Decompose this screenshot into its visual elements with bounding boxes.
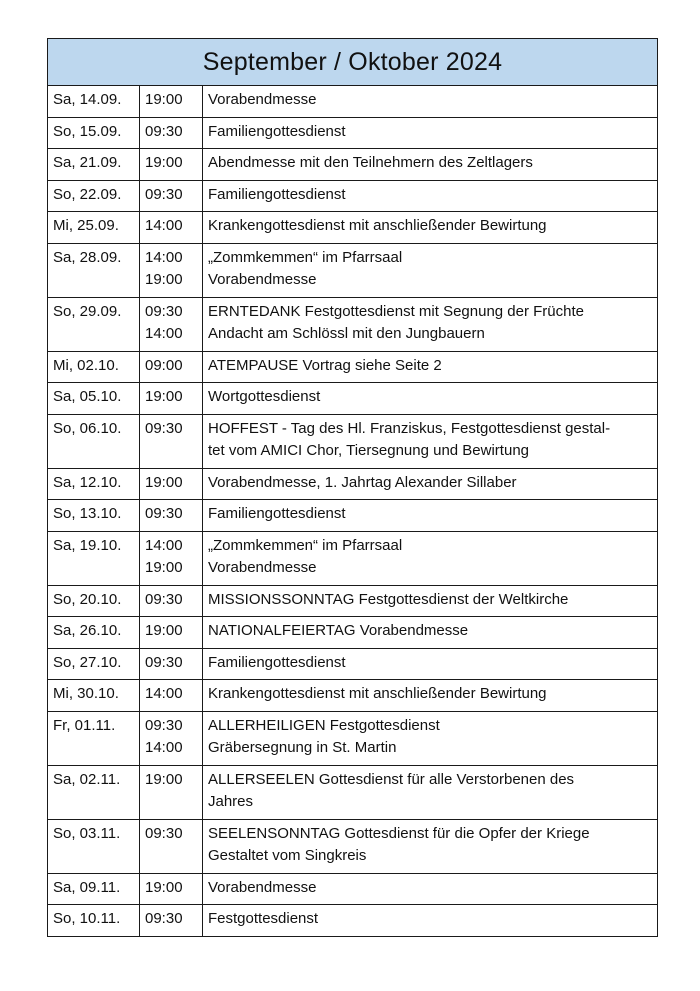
- event-description-line: Abendmesse mit den Teilnehmern des Zeltlagers: [208, 154, 533, 171]
- event-description: [203, 531, 658, 585]
- event-time: 09:30: [145, 590, 183, 608]
- event-time: 19:00: [145, 770, 183, 788]
- event-row: [48, 819, 658, 873]
- event-date: So, 03.11.: [48, 819, 140, 873]
- event-row: [48, 180, 658, 212]
- event-date: Mi, 25.09.: [48, 212, 140, 244]
- event-row: [48, 212, 658, 244]
- event-times: [140, 905, 203, 937]
- event-times: [140, 149, 203, 181]
- event-description: [203, 212, 658, 244]
- event-description: [203, 585, 658, 617]
- event-description: [203, 500, 658, 532]
- event-row: [48, 468, 658, 500]
- event-description-line: MISSIONSSONNTAG Festgottesdienst der Weltkirche: [208, 590, 569, 608]
- event-description: [203, 648, 658, 680]
- event-description-line: „Zommkemmen“ im Pfarrsaal: [208, 248, 403, 266]
- event-description-line: NATIONALFEIERTAG Vorabendmesse: [208, 622, 469, 639]
- event-times: [140, 117, 203, 149]
- event-date: Mi, 02.10.: [48, 351, 140, 383]
- event-row: [48, 765, 658, 819]
- event-times: [140, 212, 203, 244]
- event-times: [140, 765, 203, 819]
- event-row: [48, 680, 658, 712]
- event-time: 09:30: [145, 185, 183, 203]
- event-row: [48, 711, 658, 765]
- event-description-line: Vorabendmesse: [208, 559, 317, 576]
- event-description-line: Vorabendmesse: [208, 271, 317, 288]
- event-row: [48, 297, 658, 351]
- event-times: [140, 243, 203, 297]
- event-times: [140, 531, 203, 585]
- event-time: 19:00: [145, 473, 183, 491]
- schedule-title: September / Oktober 2024: [48, 39, 658, 86]
- event-description: [203, 617, 658, 649]
- event-times: [140, 648, 203, 680]
- event-date: Sa, 28.09.: [48, 243, 140, 297]
- event-description: [203, 468, 658, 500]
- event-row: [48, 585, 658, 617]
- event-description: [203, 680, 658, 712]
- event-row: [48, 117, 658, 149]
- event-date: So, 13.10.: [48, 500, 140, 532]
- event-times: [140, 617, 203, 649]
- event-description-line: Krankengottesdienst mit anschließender Bewirtung: [208, 217, 547, 234]
- event-description-line: Familiengottesdienst: [208, 505, 346, 522]
- event-description: [203, 243, 658, 297]
- event-time: 09:00: [145, 356, 183, 374]
- event-time: 19:00: [145, 91, 183, 108]
- event-description-line: Vorabendmesse: [208, 878, 317, 896]
- event-description-line: HOFFEST - Tag des Hl. Franziskus, Festgottesdienst gestal-: [208, 419, 611, 437]
- event-times: [140, 711, 203, 765]
- event-date: Sa, 19.10.: [48, 531, 140, 585]
- event-date: Sa, 05.10.: [48, 383, 140, 415]
- event-row: [48, 500, 658, 532]
- event-date: So, 29.09.: [48, 297, 140, 351]
- event-date: So, 10.11.: [48, 905, 140, 937]
- event-row: [48, 531, 658, 585]
- event-time: 09:30: [145, 419, 183, 437]
- event-row: [48, 383, 658, 415]
- event-times: [140, 351, 203, 383]
- event-description-line: Festgottesdienst: [208, 910, 319, 927]
- event-description-line: Wortgottesdienst: [208, 388, 321, 405]
- event-date: Mi, 30.10.: [48, 680, 140, 712]
- event-times: [140, 180, 203, 212]
- event-times: [140, 819, 203, 873]
- event-description-line: Krankengottesdienst mit anschließender Bewirtung: [208, 685, 547, 702]
- event-date: So, 27.10.: [48, 648, 140, 680]
- event-description: [203, 765, 658, 819]
- event-description: [203, 297, 658, 351]
- event-date: Sa, 26.10.: [48, 617, 140, 649]
- event-date: So, 20.10.: [48, 585, 140, 617]
- event-description: [203, 905, 658, 937]
- event-time: 14:00: [145, 325, 183, 342]
- event-date: So, 15.09.: [48, 117, 140, 149]
- event-row: [48, 873, 658, 905]
- event-time: 09:30: [145, 716, 183, 734]
- event-time: 14:00: [145, 739, 183, 756]
- event-date: Sa, 09.11.: [48, 873, 140, 905]
- event-times: [140, 873, 203, 905]
- event-time: 14:00: [145, 536, 183, 554]
- event-time: 19:00: [145, 271, 183, 288]
- event-times: [140, 297, 203, 351]
- event-description: [203, 149, 658, 181]
- event-time: 09:30: [145, 122, 183, 140]
- event-date: Sa, 21.09.: [48, 149, 140, 181]
- event-description: [203, 819, 658, 873]
- title-row: [48, 39, 658, 86]
- event-description-line: Vorabendmesse: [208, 91, 317, 108]
- event-description-line: Familiengottesdienst: [208, 122, 346, 140]
- event-description-line: ERNTEDANK Festgottesdienst mit Segnung der Früchte: [208, 302, 584, 320]
- event-times: [140, 680, 203, 712]
- event-time: 09:30: [145, 653, 183, 671]
- event-description-line: ALLERSEELEN Gottesdienst für alle Verstorbenen des: [208, 770, 575, 788]
- event-description: [203, 86, 658, 118]
- event-date: So, 22.09.: [48, 180, 140, 212]
- event-description-line: Andacht am Schlössl mit den Jungbauern: [208, 325, 485, 342]
- event-description-line: ATEMPAUSE Vortrag siehe Seite 2: [208, 356, 442, 374]
- event-description-line: „Zommkemmen“ im Pfarrsaal: [208, 536, 403, 554]
- event-date: Sa, 14.09.: [48, 86, 140, 118]
- schedule-table: [47, 38, 658, 937]
- schedule-body: [48, 86, 658, 937]
- event-date: So, 06.10.: [48, 414, 140, 468]
- event-description-line: Gräbersegnung in St. Martin: [208, 739, 397, 756]
- event-description-line: Familiengottesdienst: [208, 185, 346, 203]
- event-time: 14:00: [145, 217, 183, 234]
- event-row: [48, 905, 658, 937]
- event-row: [48, 617, 658, 649]
- event-description-line: ALLERHEILIGEN Festgottesdienst: [208, 716, 440, 734]
- event-times: [140, 86, 203, 118]
- event-description: [203, 117, 658, 149]
- event-description-line: SEELENSONNTAG Gottesdienst für die Opfer der Kriege: [208, 824, 590, 842]
- event-date: Fr, 01.11.: [48, 711, 140, 765]
- event-time: 09:30: [145, 824, 183, 842]
- event-description-line: Vorabendmesse, 1. Jahrtag Alexander Sillaber: [208, 473, 517, 491]
- event-times: [140, 468, 203, 500]
- event-row: [48, 414, 658, 468]
- event-description-line: tet vom AMICI Chor, Tiersegnung und Bewirtung: [208, 442, 529, 459]
- event-description: [203, 180, 658, 212]
- event-row: [48, 86, 658, 118]
- event-row: [48, 648, 658, 680]
- event-times: [140, 585, 203, 617]
- event-time: 19:00: [145, 622, 183, 639]
- event-time: 09:30: [145, 302, 183, 320]
- event-time: 19:00: [145, 559, 183, 576]
- event-description: [203, 414, 658, 468]
- event-description-line: Gestaltet vom Singkreis: [208, 847, 367, 864]
- event-row: [48, 243, 658, 297]
- event-times: [140, 500, 203, 532]
- event-time: 09:30: [145, 910, 183, 927]
- event-time: 19:00: [145, 878, 183, 896]
- event-row: [48, 149, 658, 181]
- event-row: [48, 351, 658, 383]
- event-date: Sa, 02.11.: [48, 765, 140, 819]
- event-description: [203, 383, 658, 415]
- event-time: 19:00: [145, 154, 183, 171]
- event-time: 14:00: [145, 685, 183, 702]
- event-times: [140, 383, 203, 415]
- event-description: [203, 873, 658, 905]
- event-description: [203, 351, 658, 383]
- event-description: [203, 711, 658, 765]
- event-description-line: Familiengottesdienst: [208, 653, 346, 671]
- event-time: 19:00: [145, 388, 183, 405]
- event-time: 14:00: [145, 248, 183, 266]
- event-times: [140, 414, 203, 468]
- event-time: 09:30: [145, 505, 183, 522]
- event-description-line: Jahres: [208, 793, 254, 810]
- event-date: Sa, 12.10.: [48, 468, 140, 500]
